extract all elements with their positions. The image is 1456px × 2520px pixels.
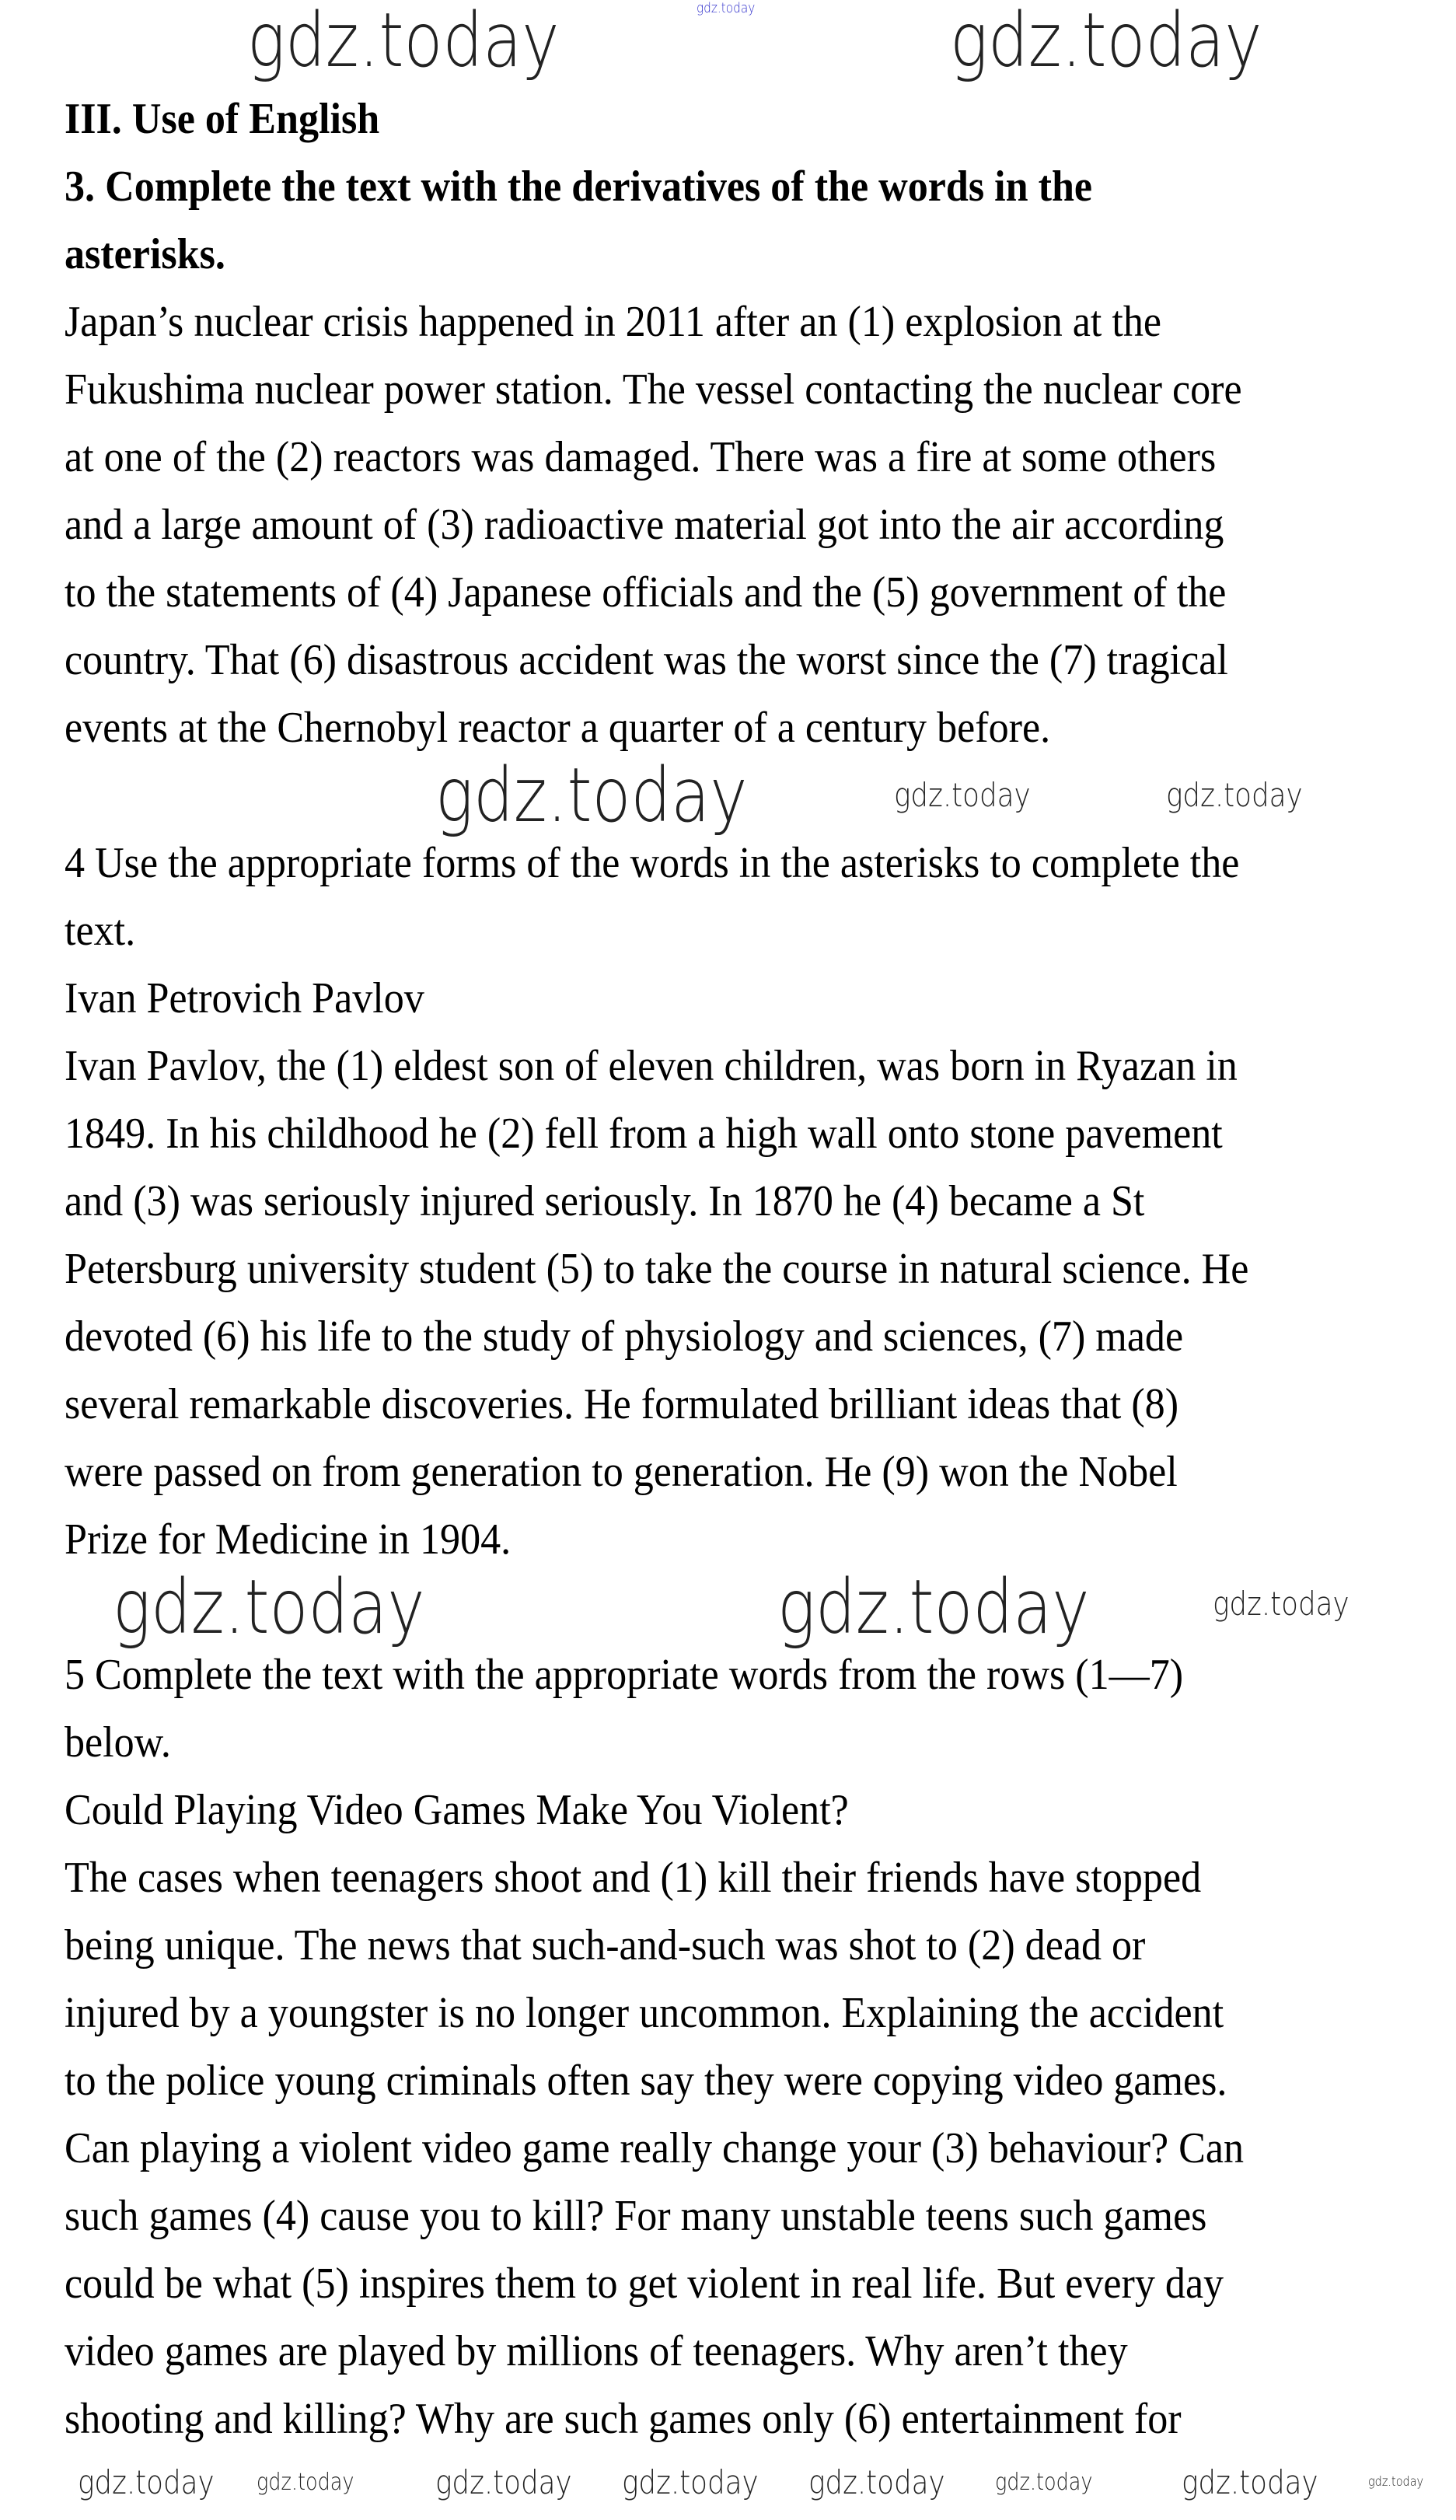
watermark: gdz.today bbox=[622, 2463, 759, 2501]
task3-text-line: events at the Chernobyl reactor a quarter of a century before. bbox=[65, 704, 1051, 752]
watermark: gdz.today bbox=[435, 752, 748, 839]
task3-text-line: Japan’s nuclear crisis happened in 2011 after an (1) explosion at the bbox=[65, 298, 1161, 346]
task4-text-line: Petersburg university student (5) to take the course in natural science. He bbox=[65, 1245, 1249, 1293]
task4-text-line: Prize for Medicine in 1904. bbox=[65, 1515, 512, 1564]
watermark: gdz.today bbox=[247, 0, 560, 84]
watermark: gdz.today bbox=[1182, 2463, 1318, 2501]
task5-text-line: injured by a youngster is no longer uncommon. Explaining the accident bbox=[65, 1989, 1224, 2037]
task5-text-line: The cases when teenagers shoot and (1) kill their friends have stopped bbox=[65, 1854, 1202, 1902]
task5-title: Could Playing Video Games Make You Violent? bbox=[65, 1786, 849, 1834]
watermark: gdz.today bbox=[894, 776, 1031, 814]
task4-text-line: 1849. In his childhood he (2) fell from a high wall onto stone pavement bbox=[65, 1110, 1223, 1158]
task5-heading: below. bbox=[65, 1718, 171, 1767]
task4-text-line: Ivan Pavlov, the (1) eldest son of eleven children, was born in Ryazan in bbox=[65, 1042, 1238, 1090]
watermark: gdz.today bbox=[697, 0, 756, 16]
watermark: gdz.today bbox=[435, 2463, 572, 2501]
watermark: gdz.today bbox=[1166, 776, 1303, 814]
watermark: gdz.today bbox=[113, 1564, 425, 1651]
task3-text-line: and a large amount of (3) radioactive material got into the air according bbox=[65, 501, 1224, 549]
task3-heading: 3. Complete the text with the derivatives of the words in the bbox=[65, 163, 1093, 211]
task5-text-line: video games are played by millions of teenagers. Why aren’t they bbox=[65, 2327, 1128, 2375]
watermark: gdz.today bbox=[777, 1564, 1090, 1651]
task4-heading: 4 Use the appropriate forms of the words in the asterisks to complete the bbox=[65, 839, 1240, 887]
task5-text-line: could be what (5) inspires them to get violent in real life. But every day bbox=[65, 2260, 1224, 2308]
task5-text-line: shooting and killing? Why are such games only (6) entertainment for bbox=[65, 2395, 1182, 2443]
watermark: gdz.today bbox=[995, 2469, 1093, 2496]
task4-text-line: several remarkable discoveries. He formulated brilliant ideas that (8) bbox=[65, 1380, 1179, 1428]
task5-text-line: such games (4) cause you to kill? For many unstable teens such games bbox=[65, 2192, 1207, 2240]
section-title: III. Use of English bbox=[65, 95, 380, 143]
task5-text-line: being unique. The news that such-and-such was shot to (2) dead or bbox=[65, 1921, 1146, 1970]
watermark: gdz.today bbox=[1213, 1585, 1350, 1623]
task3-text-line: Fukushima nuclear power station. The vessel contacting the nuclear core bbox=[65, 365, 1242, 414]
task3-text-line: to the statements of (4) Japanese officials and the (5) government of the bbox=[65, 568, 1227, 617]
watermark: gdz.today bbox=[808, 2463, 945, 2501]
task5-text-line: Can playing a violent video game really change your (3) behaviour? Can bbox=[65, 2124, 1245, 2172]
task4-heading: text. bbox=[65, 907, 136, 955]
watermark: gdz.today bbox=[257, 2469, 354, 2496]
task3-text-line: at one of the (2) reactors was damaged. There was a fire at some others bbox=[65, 433, 1217, 481]
watermark: gdz.today bbox=[78, 2463, 215, 2501]
task4-text-line: and (3) was seriously injured seriously. In 1870 he (4) became a St bbox=[65, 1177, 1145, 1225]
task4-text-line: devoted (6) his life to the study of physiology and sciences, (7) made bbox=[65, 1312, 1184, 1361]
task3-text-line: country. That (6) disastrous accident was the worst since the (7) tragical bbox=[65, 636, 1228, 684]
task4-text-line: were passed on from generation to generation. He (9) won the Nobel bbox=[65, 1448, 1178, 1496]
document-page bbox=[65, 86, 1456, 2453]
task3-heading: asterisks. bbox=[65, 230, 225, 278]
watermark: gdz.today bbox=[950, 0, 1262, 84]
watermark: gdz.today bbox=[1368, 2474, 1424, 2490]
task5-heading: 5 Complete the text with the appropriate words from the rows (1—7) bbox=[65, 1651, 1184, 1699]
task4-title: Ivan Petrovich Pavlov bbox=[65, 974, 424, 1022]
task5-text-line: to the police young criminals often say they were copying video games. bbox=[65, 2057, 1227, 2105]
